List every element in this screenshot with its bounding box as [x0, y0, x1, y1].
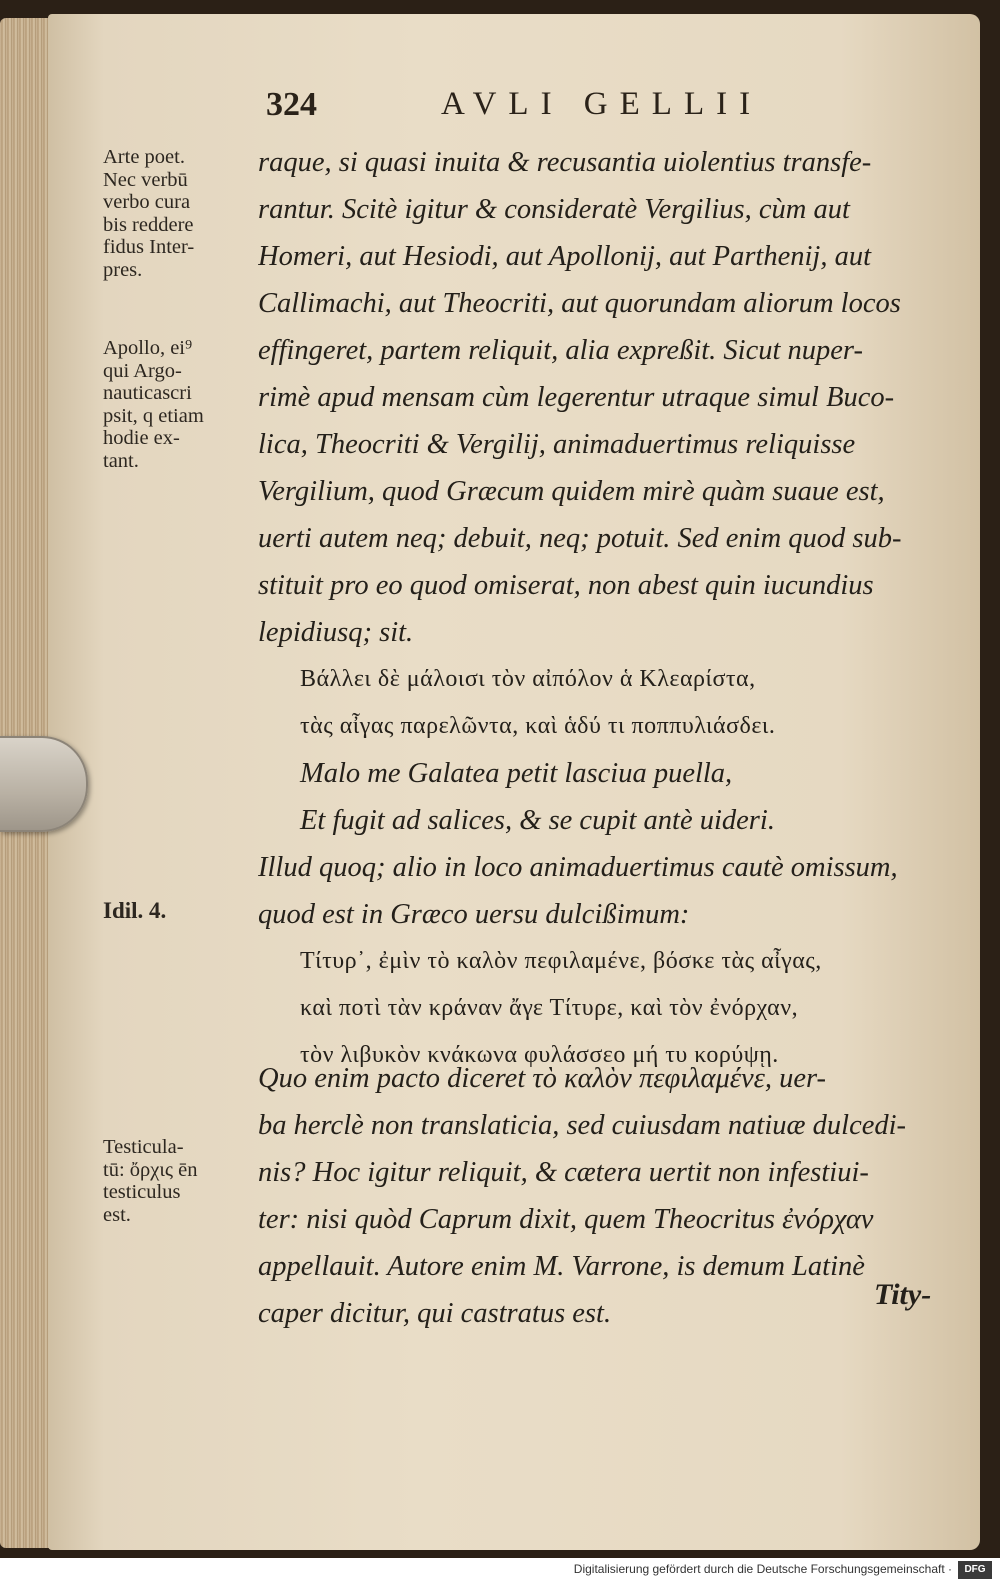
page-header: [266, 86, 806, 130]
margin-line: pres.: [103, 258, 143, 281]
text-line: Homeri, aut Hesiodi, aut Apollonij, aut Parthenij, aut: [258, 241, 872, 272]
margin-line: Idil. 4.: [103, 900, 167, 923]
margin-line: tant.: [103, 449, 139, 472]
main-text-block-1: [258, 139, 948, 656]
text-line: Quo enim pacto diceret τὸ καλὸν πεφιλαμένε, uer-: [258, 1063, 827, 1094]
marginal-note-1: [103, 146, 255, 281]
latin-verse: [258, 750, 948, 844]
text-line: lica, Theocriti & Vergilij, animaduertimus reliquisse: [258, 429, 856, 460]
text-line: uerti autem neq; debuit, neq; potuit. Sed enim quod sub-: [258, 523, 902, 554]
text-line: caper dicitur, qui castratus est.: [258, 1298, 612, 1329]
marginal-note-3: [103, 900, 255, 923]
footer-credit-bar: [0, 1558, 1000, 1583]
margin-line: Arte poet.: [103, 146, 185, 168]
verse-line: Et fugit ad salices, & se cupit antè uideri.: [300, 805, 775, 836]
margin-line: verbo cura: [103, 191, 191, 213]
margin-line: est.: [103, 1203, 131, 1226]
main-text-block-2: [258, 844, 948, 938]
main-text-block-3: [258, 1055, 948, 1337]
margin-line: Apollo, ei⁹: [103, 337, 193, 359]
greek-line: καὶ ποτὶ τὰν κράναν ἄγε Τίτυρε, καὶ τὸν ἐνόρχαν,: [300, 995, 799, 1021]
margin-line: Nec verbū: [103, 168, 188, 191]
margin-line: bis reddere: [103, 213, 194, 236]
text-line: Callimachi, aut Theocriti, aut quorundam aliorum locos: [258, 288, 901, 319]
greek-line: Βάλλει δὲ μάλοισι τὸν αἰπόλον ἁ Κλεαρίστα,: [300, 666, 756, 692]
margin-line: psit, q etiam: [103, 404, 204, 427]
margin-line: fidus Inter-: [103, 236, 195, 258]
text-line: effingeret, partem reliquit, alia expreßit. Sicut nuper-: [258, 335, 863, 366]
text-line: ter: nisi quòd Caprum dixit, quem Theocritus ἐνόρχαν: [258, 1204, 874, 1235]
verse-line: Malo me Galatea petit lasciua puella,: [300, 758, 733, 789]
marginal-note-2: [103, 337, 255, 472]
greek-quotation-1: [258, 656, 948, 750]
greek-line: Τίτυρ᾽, ἐμὶν τὸ καλὸν πεφιλαμένε, βόσκε τὰς αἶγας,: [300, 948, 822, 974]
text-line: nis? Hoc igitur reliquit, & cætera uertit non infestiui-: [258, 1157, 869, 1188]
footer-credit: Digitalisierung gefördert durch die Deutsche Forschungsgemeinschaft ·: [573, 1562, 952, 1576]
text-line: rantur. Scitè igitur & consideratè Vergilius, cùm aut: [258, 194, 850, 225]
running-head: AVLI GELLII: [441, 86, 763, 122]
text-line: ba herclè non translaticia, sed cuiusdam natiuæ dulcedi-: [258, 1110, 907, 1141]
text-line: Vergilium, quod Græcum quidem mirè quàm suaue est,: [258, 476, 885, 507]
page-clip: [0, 736, 88, 832]
text-line: quod est in Græco uersu dulcißimum:: [258, 899, 690, 930]
margin-line: hodie ex-: [103, 427, 180, 449]
margin-line: qui Argo-: [103, 359, 182, 382]
dfg-logo: DFG: [958, 1561, 992, 1579]
text-line: raque, si quasi inuita & recusantia uiolentius transfe-: [258, 147, 872, 178]
marginal-note-4: [103, 1136, 255, 1226]
greek-line: τὰς αἶγας παρελῶντα, καὶ ἁδύ τι ποππυλιάσδει.: [300, 713, 776, 739]
text-line: Illud quoq; alio in loco animaduertimus cautè omissum,: [258, 852, 898, 883]
catchword: Tity-: [874, 1278, 932, 1311]
margin-line: Testicula-: [103, 1136, 184, 1158]
greek-line: τὸν λιβυκὸν κνάκωνα φυλάσσεο μή τυ κορύψῃ.: [300, 1042, 779, 1068]
text-line: lepidiusq; sit.: [258, 617, 414, 648]
text-line: stituit pro eo quod omiserat, non abest quin iucundius: [258, 570, 874, 601]
text-line: appellauit. Autore enim M. Varrone, is demum Latinè: [258, 1251, 865, 1282]
margin-line: testiculus: [103, 1181, 181, 1203]
margin-line: nauticascri: [103, 382, 192, 404]
text-line: rimè apud mensam cùm legerentur utraque simul Buco-: [258, 382, 895, 413]
margin-line: tū: ὄρχις ēn: [103, 1158, 198, 1181]
page-number: 324: [266, 86, 317, 123]
